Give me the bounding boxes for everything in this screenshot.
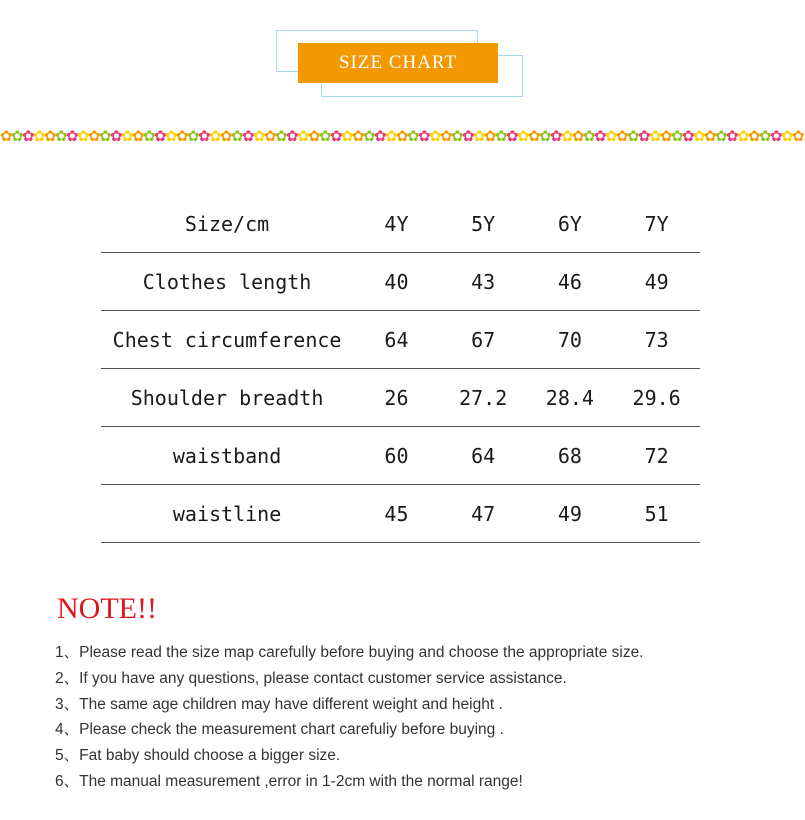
table-cell: 45 [353,485,440,543]
row-label: Clothes length [101,253,353,311]
flower-icon: ✿ [583,127,596,145]
table-cell: 49 [613,253,700,311]
table-cell: 28.4 [527,369,614,427]
table-cell: 72 [613,427,700,485]
flower-icon: ✿ [297,127,310,145]
flower-icon: ✿ [363,127,376,145]
flower-icon: ✿ [495,127,508,145]
flower-icon: ✿ [539,127,552,145]
flower-icon: ✿ [154,127,167,145]
table-cell: 29.6 [613,369,700,427]
flower-icon: ✿ [286,127,299,145]
flower-icon: ✿ [44,127,57,145]
flower-icon: ✿ [704,127,717,145]
flower-icon: ✿ [407,127,420,145]
note-item: 2、If you have any questions, please contact customer service assistance. [55,669,567,687]
note-item: 6、The manual measurement ,error in 1-2cm with the normal range! [55,772,523,790]
table-cell: 64 [440,427,527,485]
table-cell: 40 [353,253,440,311]
note-item: 3、The same age children may have different weight and height . [55,695,503,713]
flower-icon: ✿ [660,127,673,145]
flower-icon: ✿ [110,127,123,145]
table-cell: 70 [527,311,614,369]
flower-icon: ✿ [440,127,453,145]
table-cell: 43 [440,253,527,311]
flower-icon: ✿ [374,127,387,145]
flower-icon: ✿ [649,127,662,145]
flower-icon: ✿ [770,127,783,145]
note-item: 4、Please check the measurement chart carefuliy before buying . [55,721,504,739]
flower-icon: ✿ [462,127,475,145]
table-cell: 27.2 [440,369,527,427]
table-cell: 26 [353,369,440,427]
flower-icon: ✿ [308,127,321,145]
flower-icon: ✿ [396,127,409,145]
flower-icon: ✿ [726,127,739,145]
table-row [101,369,700,427]
header-cell-4y: 4Y [384,211,409,236]
flower-icon: ✿ [594,127,607,145]
flower-icon: ✿ [275,127,288,145]
flower-icon: ✿ [737,127,750,145]
flower-icon: ✿ [264,127,277,145]
table-cell: 64 [353,311,440,369]
flower-icon: ✿ [319,127,332,145]
flower-icon: ✿ [506,127,519,145]
flower-icon: ✿ [99,127,112,145]
flower-icon: ✿ [341,127,354,145]
flower-icon: ✿ [198,127,211,145]
flower-icon: ✿ [781,127,794,145]
flower-icon: ✿ [220,127,233,145]
table-row [101,485,700,543]
flower-icon: ✿ [352,127,365,145]
flower-icon: ✿ [429,127,442,145]
table-row [101,253,700,311]
header-cell-7y: 7Y [644,211,669,236]
flower-icon: ✿ [121,127,134,145]
flower-icon: ✿ [616,127,629,145]
header-cell-size: Size/cm [184,211,270,236]
table-cell: 47 [440,485,527,543]
flower-icon: ✿ [473,127,486,145]
flower-icon: ✿ [33,127,46,145]
flower-icon: ✿ [671,127,684,145]
table-cell: 73 [613,311,700,369]
header-cell-6y: 6Y [557,211,582,236]
flower-icon: ✿ [66,127,79,145]
flower-icon: ✿ [715,127,728,145]
flower-icon: ✿ [748,127,761,145]
flower-icon: ✿ [759,127,772,145]
flower-icon: ✿ [0,127,13,145]
flower-icon: ✿ [231,127,244,145]
flower-icon: ✿ [22,127,35,145]
table-cell: 51 [613,485,700,543]
flower-icon: ✿ [550,127,563,145]
table-cell: 49 [527,485,614,543]
flower-icon: ✿ [253,127,266,145]
flower-icon: ✿ [55,127,68,145]
flower-icon: ✿ [638,127,651,145]
flower-icon: ✿ [693,127,706,145]
flower-icon: ✿ [132,127,145,145]
note-heading: NOTE!! [57,592,157,625]
flower-icon: ✿ [165,127,178,145]
flower-icon: ✿ [176,127,189,145]
note-item: 5、Fat baby should choose a bigger size. [55,747,341,765]
flower-icon: ✿ [792,127,805,145]
flower-icon: ✿ [209,127,222,145]
flower-icon: ✿ [484,127,497,145]
page-title: SIZE CHART [298,43,498,83]
size-chart-badge [276,30,524,98]
header-cell-5y: 5Y [471,211,496,236]
flower-icon: ✿ [187,127,200,145]
flower-icon: ✿ [88,127,101,145]
row-label: waistline [101,485,353,543]
table-row [101,311,700,369]
flower-icon: ✿ [528,127,541,145]
row-label: Chest circumference [101,311,353,369]
row-label: Shoulder breadth [101,369,353,427]
flower-icon: ✿ [605,127,618,145]
flower-icon: ✿ [561,127,574,145]
row-label: waistband [101,427,353,485]
flower-icon: ✿ [385,127,398,145]
flower-icon: ✿ [77,127,90,145]
notes-list [55,640,644,795]
flower-icon: ✿ [330,127,343,145]
table-header-row [101,195,700,253]
flower-icon: ✿ [242,127,255,145]
flower-icon: ✿ [451,127,464,145]
table-cell: 60 [353,427,440,485]
flower-icon: ✿ [143,127,156,145]
flower-icon: ✿ [517,127,530,145]
flower-icon: ✿ [627,127,640,145]
flower-icon: ✿ [418,127,431,145]
flower-icon: ✿ [682,127,695,145]
table-cell: 67 [440,311,527,369]
flower-border [0,127,805,145]
table-cell: 46 [527,253,614,311]
flower-icon: ✿ [572,127,585,145]
note-item: 1、Please read the size map carefully before buying and choose the appropriate size. [55,644,644,661]
flower-icon: ✿ [11,127,24,145]
table-cell: 68 [527,427,614,485]
table-row [101,427,700,485]
size-table [101,195,700,543]
